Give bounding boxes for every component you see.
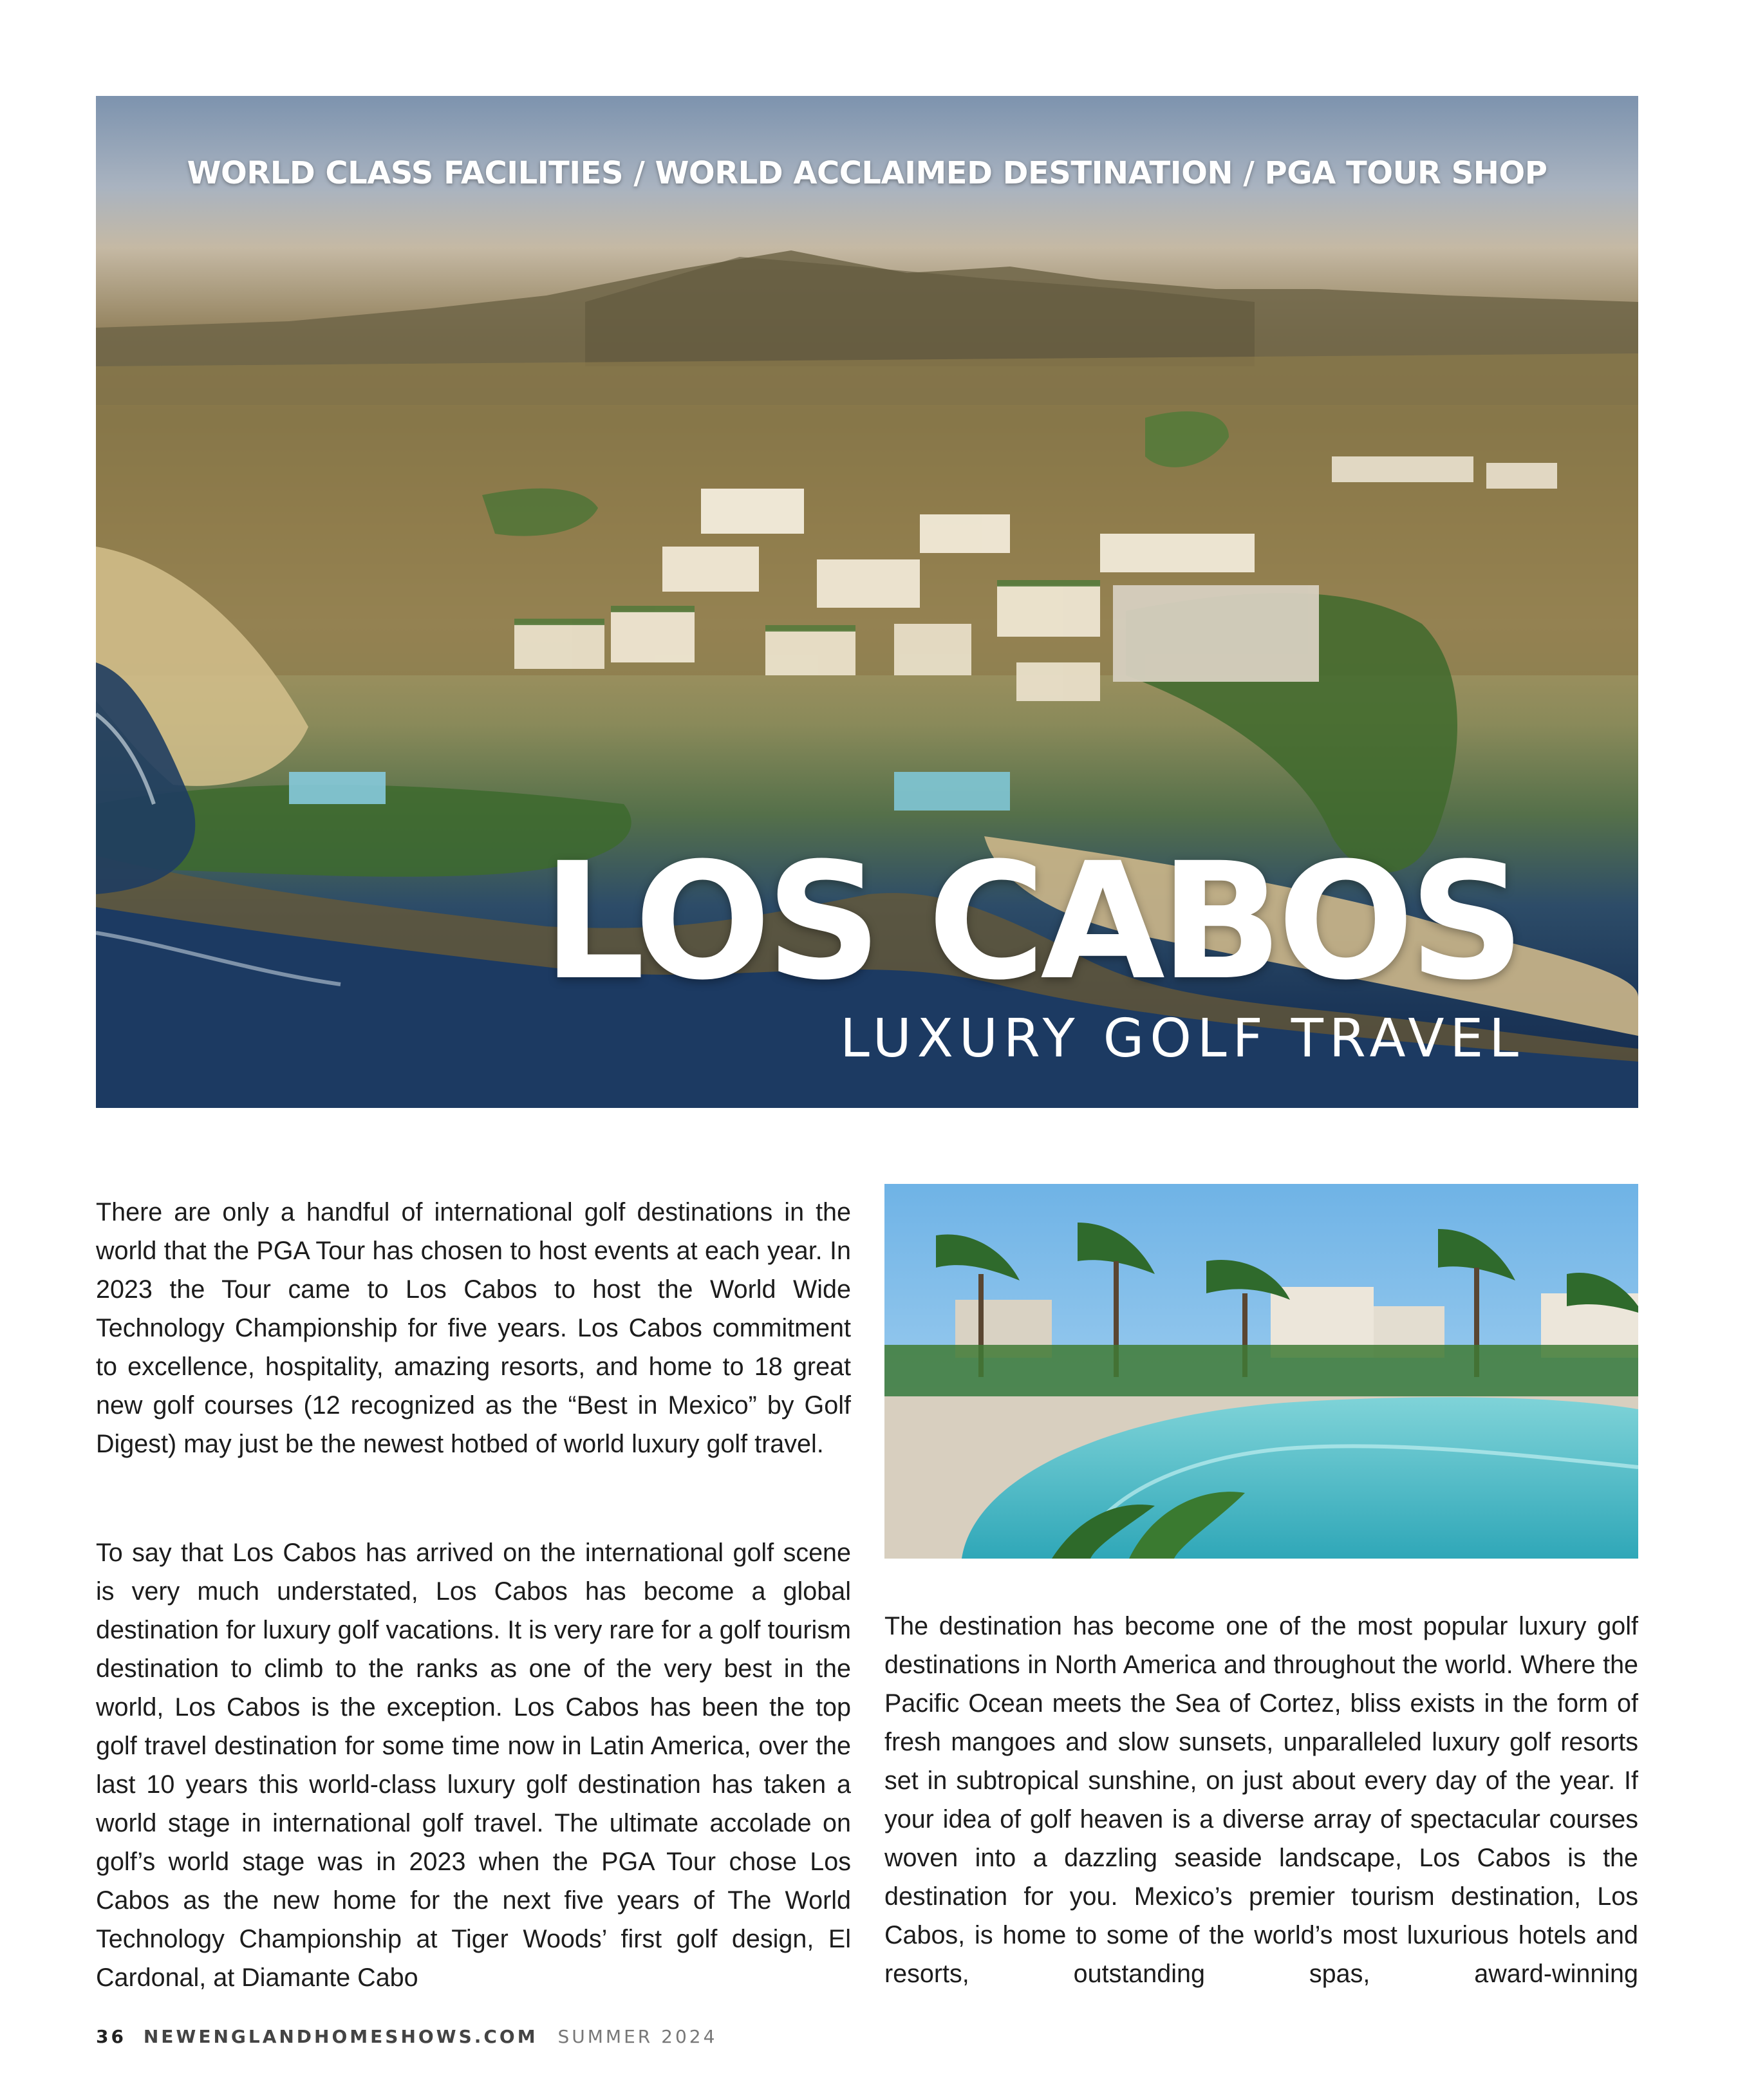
article-paragraph-1: There are only a handful of international golf destinations in the world that the PGA Tour has chosen to host events at each year. In 2023 the Tour came to Los Cabos to host the World Wide Technology Championship for five years. Los Cabos commitment to excellence, hospitality, amazing resorts, and home to 18 great new golf courses (12 recognized as the “Best in Mexico” by Golf Digest) may just be the newest hotbed of world luxury golf travel. — [96, 1198, 851, 1458]
article-paragraph-3: The destination has become one of the most popular luxury golf destinations in North America and throughout the world. Where the Pacific Ocean meets the Sea of Cortez, bliss exists in the form of fresh mangoes and slow sunsets, unparalleled luxury golf resorts set in subtropical sunshine, on just about every day of the year. If your idea of golf heaven is a diverse array of spectacular courses woven into a dazzling seaside landscape, Los Cabos is the destination for you. Mexico’s premier tourism destination, Los Cabos, is home to some of the world’s most luxurious hotels and resorts, outstanding spas, award-winning — [884, 1612, 1638, 1988]
pool-photo — [884, 1184, 1638, 1559]
page-footer — [96, 2026, 717, 2047]
footer-site: NEWENGLANDHOMESHOWS.COM — [143, 2026, 538, 2047]
footer-issue: SUMMER 2024 — [557, 2026, 718, 2047]
hero-subtitle: LUXURY GOLF TRAVEL — [840, 1008, 1524, 1069]
hero-tagline: WORLD CLASS FACILITIES / WORLD ACCLAIMED DESTINATION / PGA TOUR SHOP — [187, 155, 1547, 191]
page-number: 36 — [96, 2026, 126, 2047]
article-paragraph-2: To say that Los Cabos has arrived on the international golf scene is very much understated, Los Cabos has become a global destination for luxury golf vacations. It is very rare for a golf tourism destination to climb to the ranks as one of the very best in the world, Los Cabos is the exception. Los Cabos has been the top golf travel destination for some time now in Latin America, over the last 10 years this world-class luxury golf destination has taken a world stage in international golf travel. The ultimate accolade on golf’s world stage was in 2023 when the PGA Tour chose Los Cabos as the new home for the next five years of The World Technology Championship at Tiger Woods’ first golf design, El Cardonal, at Diamante Cabo — [96, 1539, 851, 1992]
hero-title: LOS CABOS — [542, 828, 1520, 1015]
hero-photo — [96, 96, 1638, 1108]
resort-pool-image — [884, 1184, 1638, 1559]
